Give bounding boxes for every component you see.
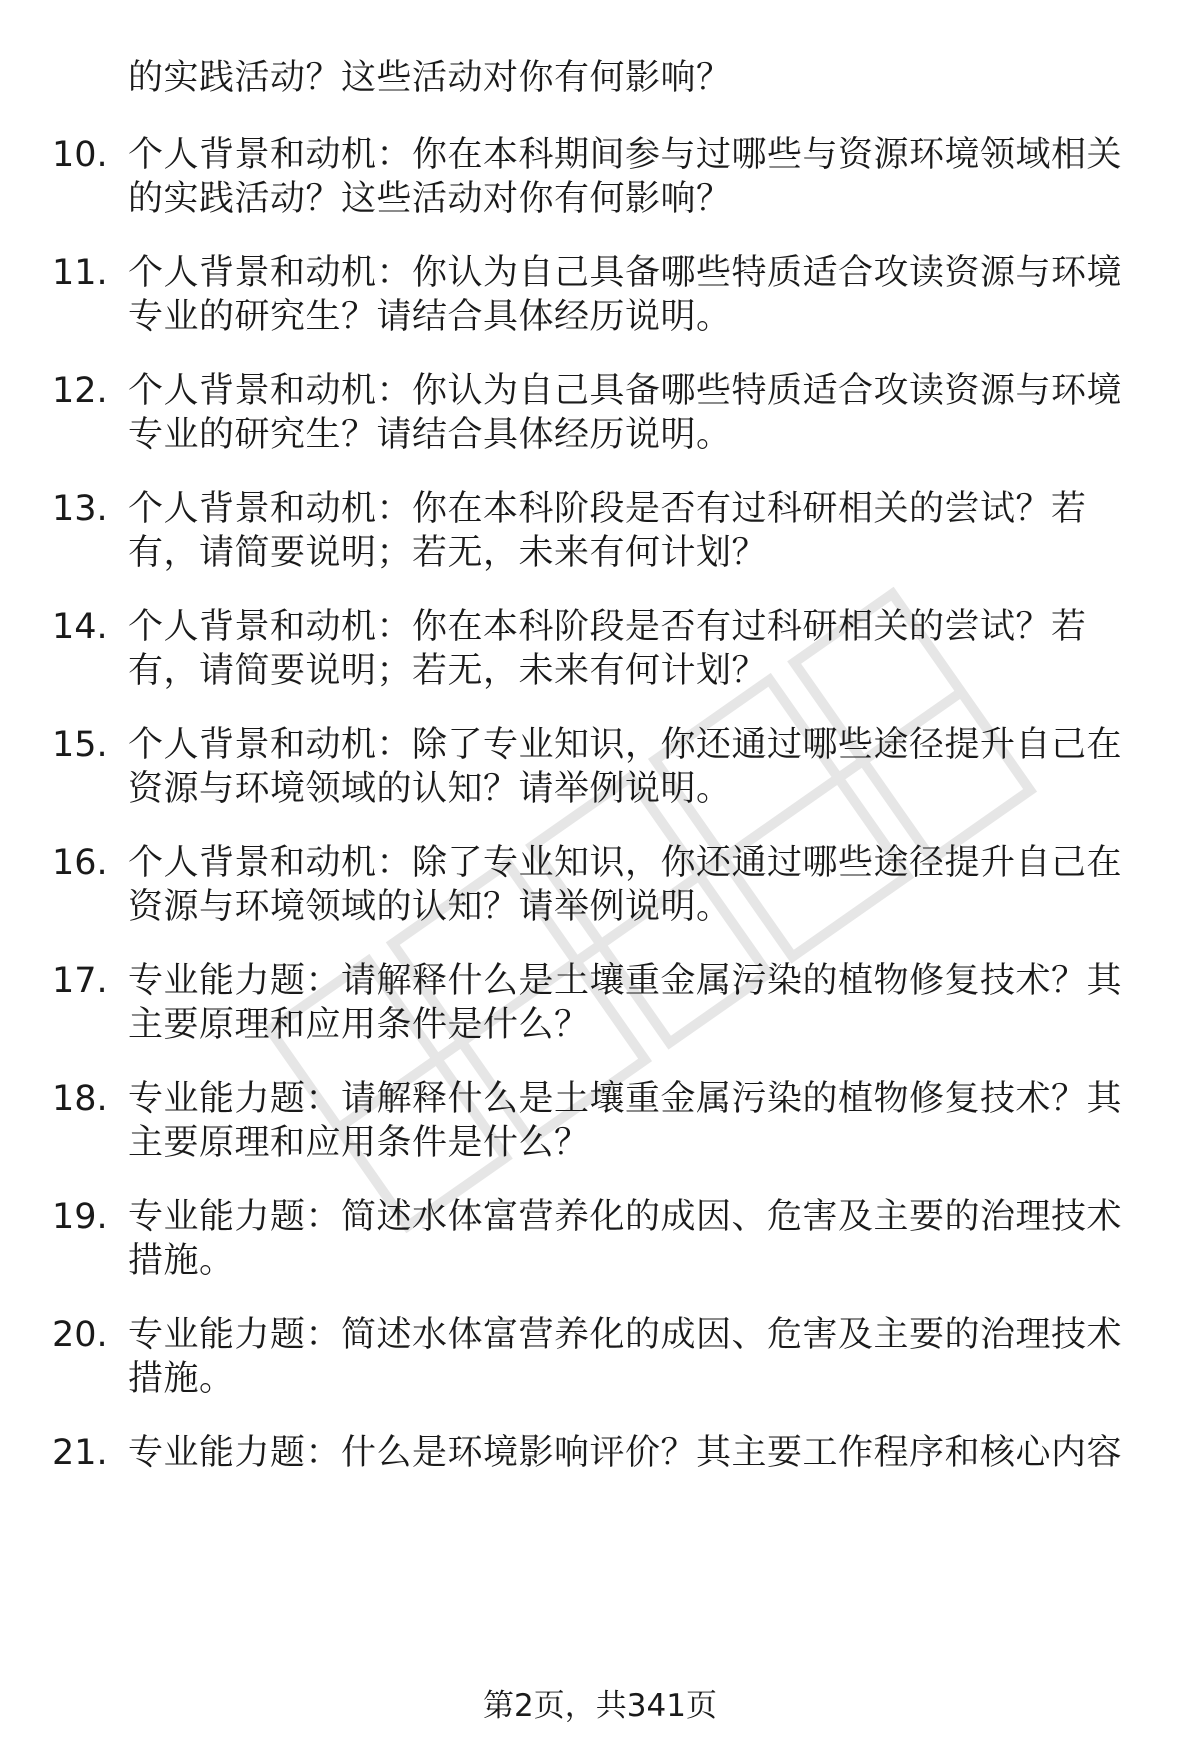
- question-15-line-2: 资源与环境领域的认知？请举例说明。: [128, 769, 732, 809]
- question-20-number: 20.: [52, 1315, 108, 1355]
- question-14-number: 14.: [52, 607, 108, 647]
- page-number-footer: 第2页，共341页: [483, 1688, 717, 1724]
- question-15-number: 15.: [52, 725, 108, 765]
- question-20-line-2: 措施。: [128, 1359, 235, 1399]
- question-16-line-2: 资源与环境领域的认知？请举例说明。: [128, 887, 732, 927]
- question-9-line-2: 的实践活动？这些活动对你有何影响？: [128, 58, 732, 98]
- question-12-line-2: 专业的研究生？请结合具体经历说明。: [128, 415, 732, 455]
- question-16-number: 16.: [52, 843, 108, 883]
- question-11-line-1: 个人背景和动机：你认为自己具备哪些特质适合攻读资源与环境: [128, 253, 1123, 293]
- question-19-number: 19.: [52, 1197, 108, 1237]
- question-10-number: 10.: [52, 135, 108, 175]
- question-19-line-2: 措施。: [128, 1241, 235, 1281]
- question-16-line-1: 个人背景和动机：除了专业知识，你还通过哪些途径提升自己在: [128, 843, 1123, 883]
- question-21-line-1: 专业能力题：什么是环境影响评价？其主要工作程序和核心内容: [128, 1433, 1123, 1473]
- question-13-line-1: 个人背景和动机：你在本科阶段是否有过科研相关的尝试？若: [128, 489, 1087, 529]
- question-11-number: 11.: [52, 253, 108, 293]
- question-18-line-2: 主要原理和应用条件是什么？: [128, 1123, 590, 1163]
- question-12-number: 12.: [52, 371, 108, 411]
- question-14-line-1: 个人背景和动机：你在本科阶段是否有过科研相关的尝试？若: [128, 607, 1087, 647]
- question-18-line-1: 专业能力题：请解释什么是土壤重金属污染的植物修复技术？其: [128, 1079, 1123, 1119]
- question-19-line-1: 专业能力题：简述水体富营养化的成因、危害及主要的治理技术: [128, 1197, 1123, 1237]
- question-10-line-1: 个人背景和动机：你在本科期间参与过哪些与资源环境领域相关: [128, 135, 1123, 175]
- question-10-line-2: 的实践活动？这些活动对你有何影响？: [128, 179, 732, 219]
- question-17-number: 17.: [52, 961, 108, 1001]
- question-17-line-1: 专业能力题：请解释什么是土壤重金属污染的植物修复技术？其: [128, 961, 1123, 1001]
- question-11-line-2: 专业的研究生？请结合具体经历说明。: [128, 297, 732, 337]
- question-13-number: 13.: [52, 489, 108, 529]
- question-17-line-2: 主要原理和应用条件是什么？: [128, 1005, 590, 1045]
- question-20-line-1: 专业能力题：简述水体富营养化的成因、危害及主要的治理技术: [128, 1315, 1123, 1355]
- question-13-line-2: 有，请简要说明；若无，未来有何计划？: [128, 533, 768, 573]
- question-15-line-1: 个人背景和动机：除了专业知识，你还通过哪些途径提升自己在: [128, 725, 1123, 765]
- question-14-line-2: 有，请简要说明；若无，未来有何计划？: [128, 651, 768, 691]
- question-21-number: 21.: [52, 1433, 108, 1473]
- question-12-line-1: 个人背景和动机：你认为自己具备哪些特质适合攻读资源与环境: [128, 371, 1123, 411]
- question-18-number: 18.: [52, 1079, 108, 1119]
